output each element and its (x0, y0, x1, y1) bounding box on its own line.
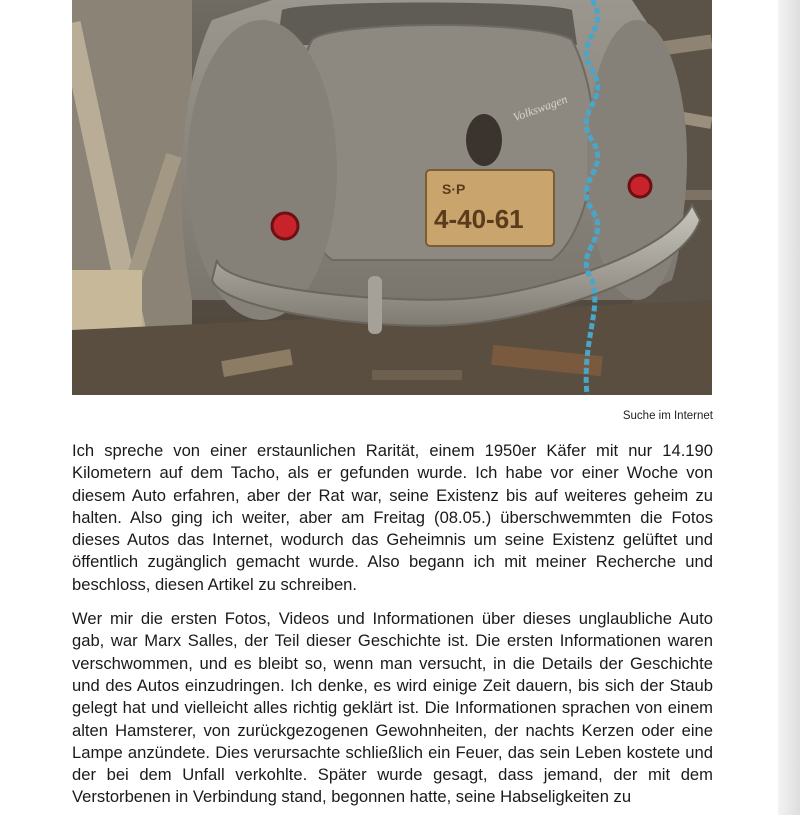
article-photo (72, 0, 712, 395)
svg-text:Volkswagen: Volkswagen (511, 91, 570, 125)
beetle-photo-illustration (72, 0, 712, 395)
paragraph-1: Ich spreche von einer erstaunlichen Rarität, einem 1950er Käfer mit nur 14.190 Kilometern auf dem Tacho, als er gefunden wurde. Ich habe vor einer Woche von diesem Auto erfahren, aber der Rat war, seine Existenz bis auf weiteres geheim zu halten. Also ging ich weiter, aber am Freitag (08.05.) überschwemmten die Fotos dieses Autos das Internet, wodurch das Geheimnis um seine Existenz gelüftet und öffentlich zugänglich gemacht wurde. Also begann ich mit meiner Recherche und beschloss, diesen Artikel zu schreiben. (72, 441, 713, 594)
page-edge (778, 0, 800, 815)
paragraph-2: Wer mir die ersten Fotos, Videos und Informationen über dieses unglaubliche Auto gab, war Marx Salles, der Teil dieser Geschichte ist. Die ersten Informationen waren verschwommen, und es bleibt so, wenn man versucht, in die Details der Geschichte und des Autos einzudringen. Ich denke, es wird einige Zeit dauern, bis sich der Staub gelegt hat und vielleicht alles richtig geklärt ist. Die Informationen sprachen von einem alten Hamsterer, von zurückgezogenen Gewohnheiten, der nachts Kerzen oder eine Lampe anzündete. Dies verursachte schließlich ein Feuer, das sein Leben kostete und der bei dem Unfall verkohlte. Später wurde gesagt, dass jemand, der mit dem Verstorbenen in Verbindung stand, begonnen hatte, seine Habseligkeiten zu (72, 609, 713, 807)
svg-text:S·P: S·P (442, 181, 466, 197)
article-body (72, 440, 713, 821)
photo-caption: Suche im Internet (622, 410, 713, 422)
svg-text:4-40-61: 4-40-61 (434, 204, 524, 234)
